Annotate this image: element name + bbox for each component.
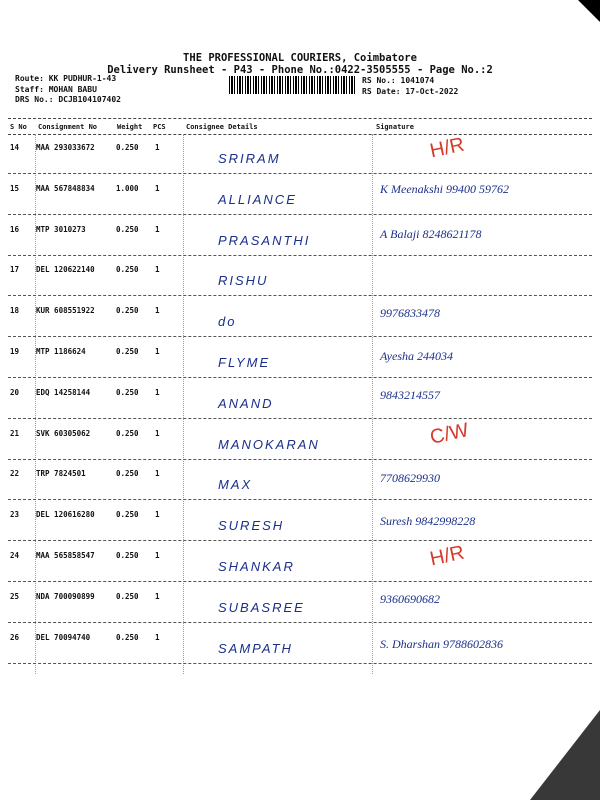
handwritten-signature: S. Dharshan 9788602836	[380, 636, 504, 651]
row-divider	[8, 622, 592, 623]
row-divider	[8, 540, 592, 541]
pcs-value: 1	[155, 143, 160, 152]
consignee-name: RISHU	[218, 273, 269, 289]
weight-value: 0.250	[116, 265, 139, 275]
runsheet-meta-left	[15, 74, 121, 106]
consignment-number: MAA 293033672	[36, 143, 95, 152]
consignee-name: FLYME	[218, 355, 271, 370]
handwritten-signature: 7708629930	[380, 471, 440, 486]
consignment-number: KUR 608551922	[36, 306, 95, 316]
consignment-number: SVK 60305062	[36, 428, 91, 438]
weight-value: 1.000	[116, 183, 139, 193]
col-header-pcs: PCS	[153, 123, 166, 131]
row-divider	[8, 173, 592, 174]
handwritten-signature: Ayesha 244034	[380, 349, 453, 363]
table-row	[0, 418, 600, 469]
document-subtitle: Delivery Runsheet - P43 - Phone No.:0422-3505555 - Page No.:2	[107, 64, 493, 76]
row-divider	[8, 459, 592, 460]
consignment-number: EDQ 14258144	[36, 387, 91, 397]
table-row	[0, 181, 600, 224]
consignment-number: MAA 565858547	[36, 551, 95, 560]
scan-corner-top	[578, 0, 600, 22]
pcs-value: 1	[155, 183, 160, 193]
weight-value: 0.250	[116, 510, 139, 520]
table-row	[0, 347, 600, 387]
scan-corner-bottom	[530, 710, 600, 800]
serial-number: 18	[10, 306, 20, 316]
table-row	[0, 225, 600, 265]
consignment-number: TRP 7824501	[36, 469, 86, 479]
pcs-value: 1	[155, 387, 160, 397]
row-divider	[8, 295, 592, 296]
table-row	[0, 592, 600, 632]
handwritten-signature: A Balaji 8248621178	[380, 226, 482, 241]
row-divider	[8, 663, 592, 664]
consignee-name: PRASANTHI	[218, 232, 311, 248]
consignment-number: MTP 1186624	[36, 347, 86, 356]
consignment-number: NDA 700090899	[36, 591, 95, 601]
weight-value: 0.250	[116, 551, 139, 560]
table-row	[0, 388, 600, 428]
pcs-value: 1	[155, 551, 160, 560]
consignee-name: SAMPATH	[218, 640, 293, 656]
consignee-name: MAX	[218, 477, 253, 493]
row-divider	[8, 581, 592, 582]
consignee-name: SHANKAR	[218, 559, 295, 574]
col-header-consignee: Consignee Details	[186, 123, 258, 131]
row-divider	[8, 214, 592, 215]
col-header-signature: Signature	[376, 123, 414, 131]
delivery-status-mark: H/R	[427, 541, 467, 571]
serial-number: 25	[10, 591, 20, 601]
table-row	[0, 510, 600, 550]
consignment-number: DEL 120622140	[36, 265, 95, 275]
serial-number: 22	[10, 469, 20, 479]
rs-number: RS No.: 1041074	[362, 76, 435, 85]
pcs-value: 1	[155, 265, 160, 275]
row-divider	[8, 336, 592, 337]
serial-number: 26	[10, 632, 20, 642]
serial-number: 16	[10, 224, 20, 234]
header-top-rule	[8, 118, 592, 119]
staff-label: Staff: MOHAN BABU	[15, 84, 97, 94]
table-row	[0, 265, 600, 305]
pcs-value: 1	[155, 306, 160, 316]
header-bottom-rule	[8, 134, 592, 135]
pcs-value: 1	[155, 428, 160, 438]
table-row	[0, 633, 600, 673]
table-row	[0, 541, 600, 591]
table-row	[0, 133, 600, 183]
serial-number: 21	[10, 428, 20, 438]
row-divider	[8, 255, 592, 256]
handwritten-signature: K Meenakshi 99400 59762	[380, 181, 509, 196]
weight-value: 0.250	[116, 387, 139, 397]
consignee-name: SURESH	[218, 518, 285, 534]
pcs-value: 1	[155, 510, 160, 520]
weight-value: 0.250	[116, 591, 139, 601]
handwritten-signature: 9360690682	[380, 591, 440, 606]
weight-value: 0.250	[116, 632, 139, 642]
serial-number: 20	[10, 387, 20, 397]
col-header-sno: S No	[10, 123, 27, 131]
consignment-number: MTP 3010273	[36, 224, 86, 234]
consignee-name: MANOKARAN	[218, 436, 320, 452]
handwritten-signature: Suresh 9842998228	[380, 514, 476, 529]
weight-value: 0.250	[116, 428, 139, 438]
weight-value: 0.250	[116, 347, 139, 356]
col-header-consignment: Consignment No	[38, 123, 98, 131]
weight-value: 0.250	[116, 224, 139, 234]
serial-number: 19	[10, 347, 20, 356]
table-row	[0, 306, 600, 346]
pcs-value: 1	[155, 224, 160, 234]
delivery-status-mark: C/W	[428, 418, 471, 449]
consignee-name: ALLIANCE	[218, 191, 297, 207]
weight-value: 0.250	[116, 306, 139, 316]
serial-number: 23	[10, 510, 20, 520]
pcs-value: 1	[155, 347, 160, 356]
consignee-name: ANAND	[218, 395, 274, 411]
row-divider	[8, 418, 592, 419]
rs-date: RS Date: 17-Oct-2022	[362, 86, 459, 96]
consignee-name: do	[218, 314, 237, 330]
consignee-name: SRIRAM	[218, 151, 281, 166]
serial-number: 14	[10, 143, 20, 152]
serial-number: 15	[10, 183, 20, 193]
consignment-number: DEL 70094740	[36, 632, 91, 642]
barcode	[229, 76, 355, 94]
handwritten-signature: 9843214557	[380, 387, 440, 402]
col-header-weight: Weight	[117, 123, 143, 131]
runsheet-meta-right	[362, 76, 458, 97]
handwritten-signature: 9976833478	[380, 306, 440, 321]
consignment-number: DEL 120616280	[36, 510, 95, 520]
pcs-value: 1	[155, 632, 160, 642]
serial-number: 24	[10, 551, 20, 560]
serial-number: 17	[10, 265, 20, 275]
row-divider	[8, 377, 592, 378]
consignment-number: MAA 567848834	[36, 183, 95, 193]
delivery-status-mark: H/R	[427, 133, 467, 163]
route-label: Route: KK PUDHUR-1-43	[15, 74, 117, 83]
pcs-value: 1	[155, 469, 160, 479]
pcs-value: 1	[155, 591, 160, 601]
document-title: THE PROFESSIONAL COURIERS, Coimbatore	[183, 52, 417, 64]
weight-value: 0.250	[116, 143, 139, 152]
weight-value: 0.250	[116, 469, 139, 479]
consignee-name: SUBASREE	[218, 599, 305, 615]
drs-label: DRS No.: DCJB104107402	[15, 95, 121, 104]
table-row	[0, 469, 600, 509]
row-divider	[8, 499, 592, 500]
